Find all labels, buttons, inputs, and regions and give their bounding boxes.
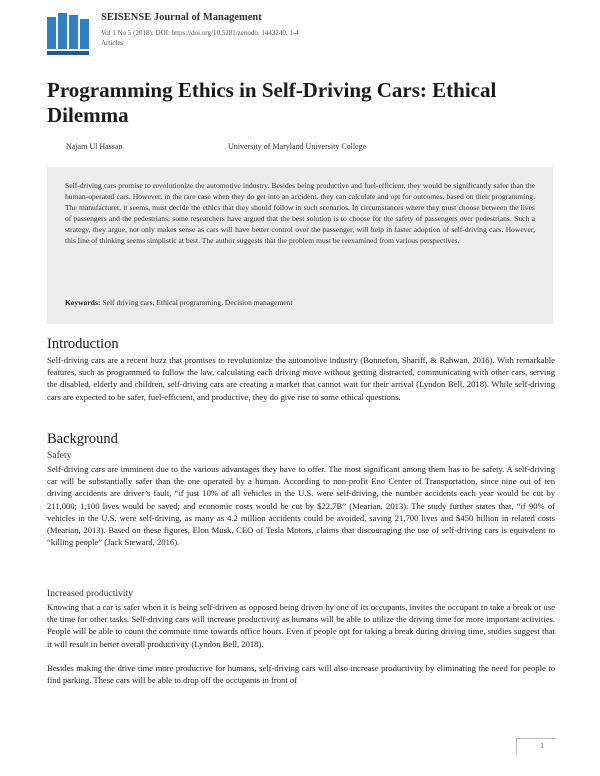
safety-paragraph: Self-driving cars are imminent due to the various advantages they have to offer. The most significant among them has to be safety. A self-driving car will be substantially safer than the one operated by a human. According to non-profit Eno Center of Transportation, since nine out of ten driving accidents are driver’s fault, “if just 10% of all vehicles in the U.S. were self-driving, the number accidents each year would be cut by 211,000; 1,100 lives would be saved; and economic costs would be cut by $22.7B” (Mearian, 2013). The study further states that, “if 90% of vehicles in the U.S. were self-driving, as many as 4.2 million accidents could be avoided, saving 21,700 lives and $450 billion in related costs (Mearian, 2013). Based on these figures, Elon Musk, CEO of Tesla Motors, claims that discouraging the use of self-driving cars is equivalent to “killing people” (Jack Steward, 2016).: [47, 464, 555, 548]
journal-meta-doi[interactable]: Vol 1 No 5 (2018): DOI: https://doi.org/10.5281/zenodo. 1443240, 1-4: [101, 29, 299, 37]
abstract-box: [47, 167, 553, 324]
section-heading-introduction: Introduction: [47, 336, 119, 352]
logo-bar-4: [80, 19, 89, 49]
keywords: [65, 298, 535, 307]
subheading-increased-productivity: Increased productivity: [47, 588, 134, 599]
journal-meta-section: Articles: [101, 39, 124, 47]
logo-base: [47, 51, 89, 55]
productivity-paragraph-2: Besides making the drive time more productive for humans, self-driving cars will also increase productivity by eliminating the need for people to find parking. These cars will be able to drop off the occupants in front of: [47, 663, 555, 686]
logo-bar-1: [47, 17, 56, 49]
journal-title: SEISENSE Journal of Management: [101, 12, 262, 23]
author-affiliation: University of Maryland University College: [228, 142, 367, 151]
logo-bar-3: [69, 15, 78, 49]
subheading-safety: Safety: [47, 450, 72, 461]
keywords-label: Keywords:: [65, 298, 101, 307]
introduction-paragraph: Self-driving cars are a recent buzz that promises to revolutionize the automotive industry (Bonnefon, Shariff, & Rahwan, 2016). With remarkable features, such as programmed to follow the law, calculating each driving move without getting distracted, communicating with other cars, serving the disabled, elderly and children, self-driving cars are creating a market that cannot wait for their arrival (Lyndon Bell, 2018). While self-driving cars are expected to be safer, fuel-efficient, and productive, they do give rise to some ethical questions.: [47, 355, 555, 402]
section-heading-background: Background: [47, 431, 118, 447]
productivity-paragraph-1: Knowing that a car is safer when it is being self-driven as opposed being driven by one of its occupants, invites the occupant to take a break or use the time for other tasks. Self-driving cars will increase productivity as humans will be able to utilize the driving time for more important activities. People will be able to count the commute time towards office hours. Even if people opt for taking a break during driving time, studies suggest that it will result in better overall productivity (Lyndon Bell, 2018).: [47, 602, 555, 649]
journal-logo: [47, 13, 91, 57]
author-name: Najam Ul Hassan: [66, 142, 123, 151]
keywords-list: Self driving cars, Ethical programming, Decision management: [102, 298, 293, 307]
journal-meta: [101, 28, 299, 48]
abstract-text: Self-driving cars promise to revolutionize the automotive industry. Besides being productive and fuel-efficient, they would be significantly safer than the human-operated cars. However, in the rare case when they do get into an accident, they can calculate and opt for outcomes, based on their programming. The manufacturer, it seems, must decide the ethics that they should follow in such scenarios. In circumstances where they must choose between the lives of passengers and the pedestrians, some researchers have argued that the best solution is to choose for the safety of passengers over pedestrians. Such a strategy, they argue, not only makes sense as cars will have better control over the passenger, will help in faster adoption of self-driving cars. However, this line of thinking seems simplistic at best. The author suggests that the problem must be reexamined from various perspectives.: [65, 181, 535, 245]
footer-rule: [516, 738, 556, 739]
logo-bar-2: [58, 13, 67, 49]
paper-title: Programming Ethics in Self-Driving Cars: Ethical Dilemma: [47, 78, 497, 127]
page-number: 1: [540, 741, 544, 750]
footer-rule-vertical: [516, 738, 517, 754]
